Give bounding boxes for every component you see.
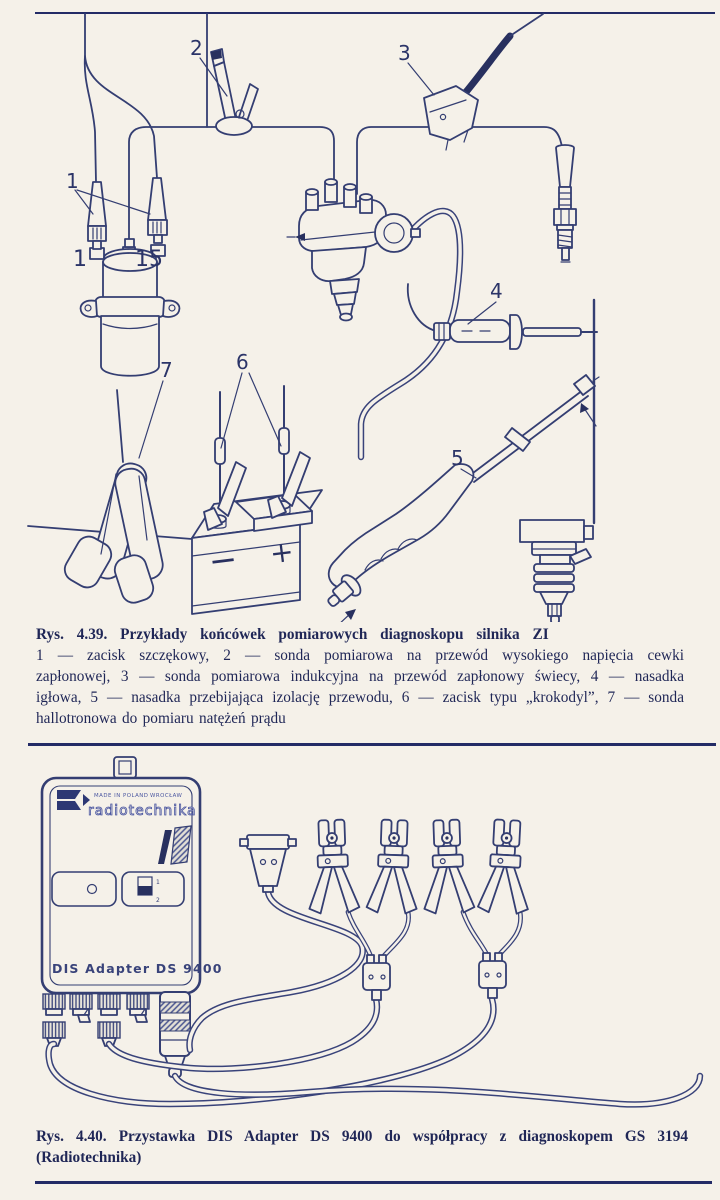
plugged-cable-connector: [98, 1022, 120, 1038]
coil-terminal-15-label: 15: [135, 247, 163, 272]
alligator-clip: [366, 819, 419, 914]
bottom-rule: [35, 1181, 712, 1184]
coil-probe-left: [88, 182, 106, 226]
brand-label: radiotechnika: [88, 803, 197, 819]
mid-rule: [28, 743, 716, 746]
switch-position-2: 2: [156, 897, 160, 904]
callout-2: 2: [190, 36, 203, 60]
callout-7: 7: [160, 358, 173, 382]
caption-line: (Radiotechnika): [36, 1149, 142, 1166]
figure-4-40-drawing: [0, 750, 720, 1122]
y-splitter-1: [363, 955, 390, 1000]
jaw-clamp-2: [211, 49, 258, 135]
callout-5: 5: [451, 446, 464, 470]
dis-adapter-device: [42, 757, 223, 993]
callout-1: 1: [66, 169, 79, 193]
arrow-to-probe-tip: [345, 609, 356, 620]
top-connector-stub: [114, 757, 136, 778]
alligator-clip: [306, 819, 359, 914]
hall-probe-7: [60, 460, 165, 606]
alligator-clip: [478, 819, 533, 914]
battery-plus-sign: +: [268, 534, 296, 571]
figure-4-39-caption-title: Rys. 4.39. Przykłady końcówek pomiarowych diagnoskopu silnika ZI: [36, 626, 549, 643]
city-label: WROCŁAW: [150, 793, 183, 799]
y-splitter-2: [479, 953, 506, 998]
diagnoscope-plug: [240, 835, 296, 892]
caption-line: zapłonowej, 3 — sonda pomiarowa indukcyjna na przewód zapłonowy świecy, 4 — nasadka: [36, 668, 684, 685]
switch-position-1: 1: [156, 879, 160, 886]
battery-minus-sign: −: [206, 539, 240, 583]
caption-line: igłowa, 5 — nasadka przebijająca izolację przewodu, 6 — zacisk typu „krokodyl”, 7 — sonda: [36, 689, 684, 706]
hatched-badge: [171, 826, 191, 864]
arrow-to-wire: [580, 403, 589, 413]
callout-4: 4: [490, 279, 503, 303]
spark-plug: [554, 145, 576, 262]
callout-3: 3: [398, 41, 411, 65]
callout-6: 6: [236, 350, 249, 374]
caption-line: 1 — zacisk szczękowy, 2 — sonda pomiarowa na przewód wysokiego napięcia cewki: [36, 647, 684, 664]
figure-4-39-caption: [36, 624, 684, 729]
vacuum-capsule: [375, 214, 413, 252]
plugged-cable-connector: [43, 1022, 65, 1038]
model-label: DIS Adapter DS 9400: [52, 961, 223, 976]
fuel-injector: [520, 520, 593, 622]
coil-terminal-1-label: 1: [73, 247, 87, 272]
figure-4-40-caption: [36, 1126, 688, 1168]
alligator-clip: [421, 819, 474, 914]
caption-line: hallotronowa do pomiaru natężeń prądu: [36, 710, 286, 727]
inductive-probe-3: [424, 14, 543, 150]
coil-probe-right: [148, 178, 166, 220]
distributor: [287, 179, 420, 321]
caption-line: Rys. 4.40. Przystawka DIS Adapter DS 9400 do współpracy z diagnoskopem GS 3194: [36, 1128, 688, 1145]
made-in-label: MADE IN POLAND: [94, 793, 149, 799]
